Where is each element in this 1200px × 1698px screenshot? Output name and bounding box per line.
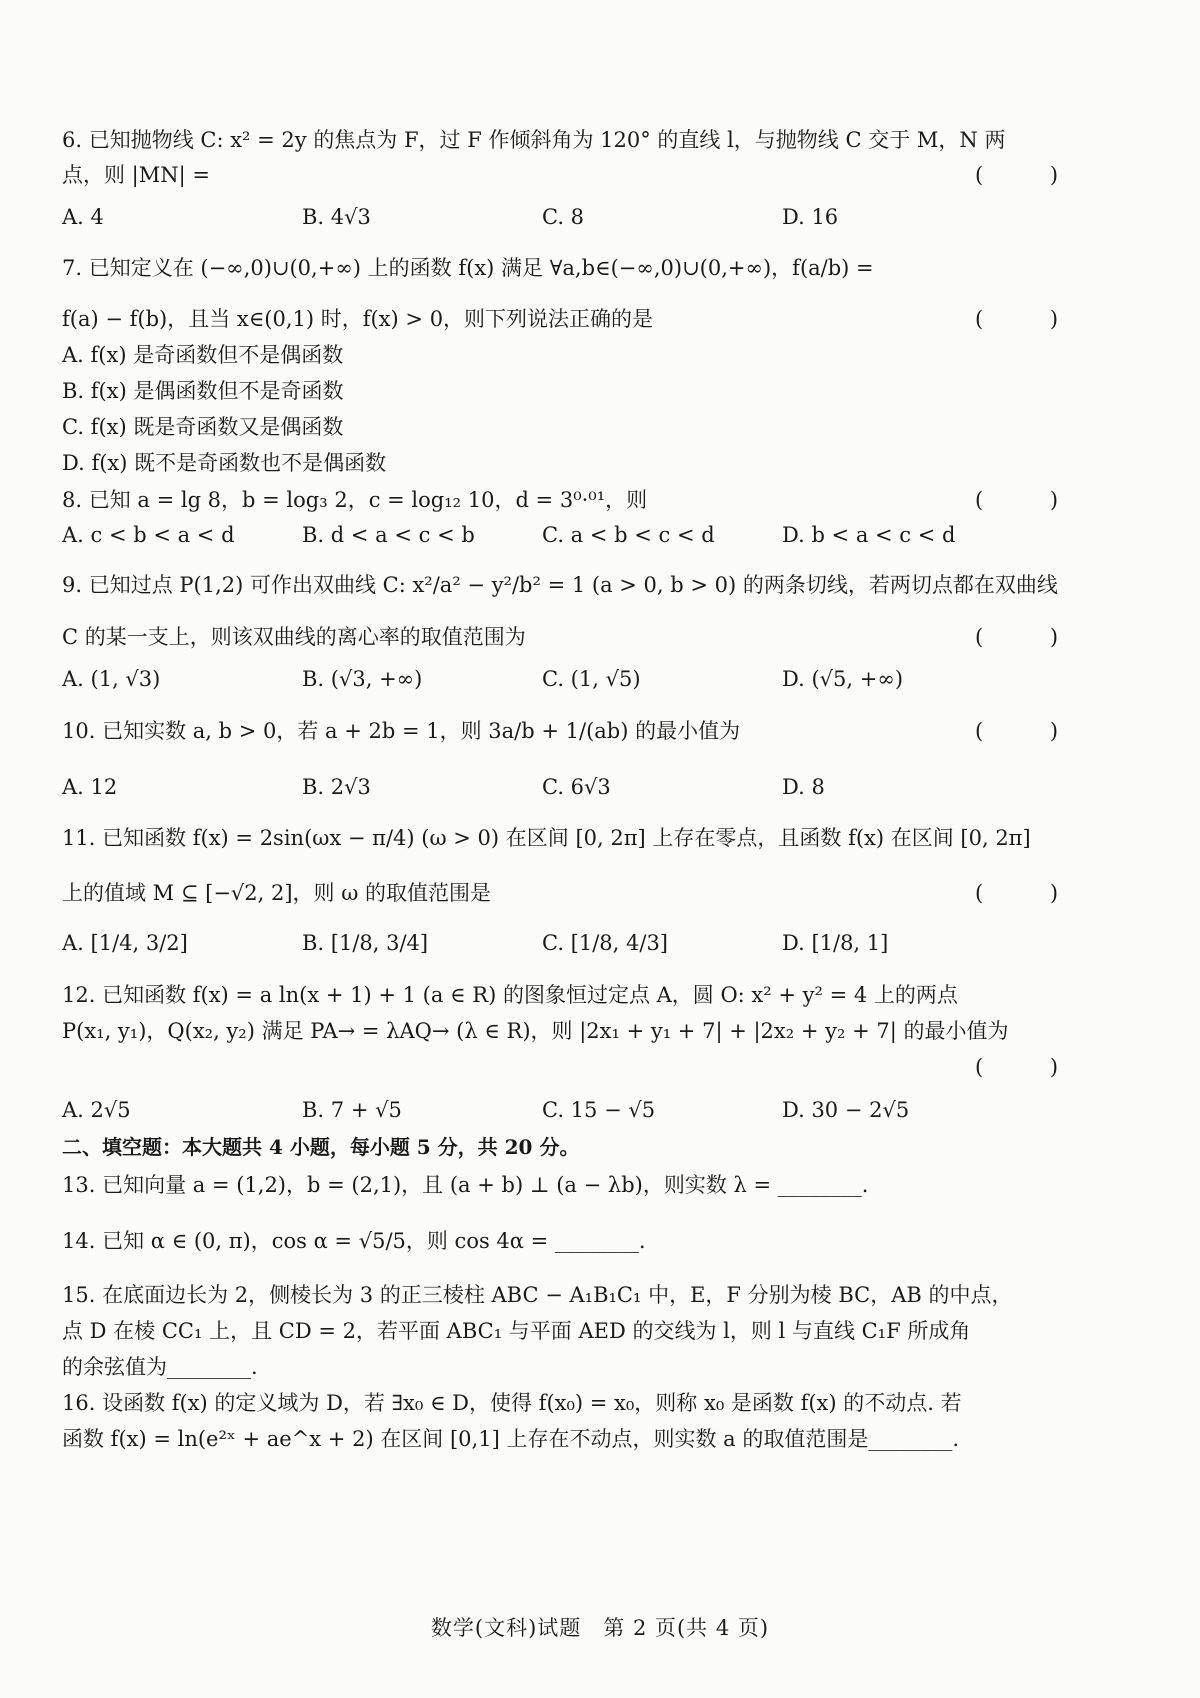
option-b: B. d < a < c < b bbox=[302, 523, 475, 547]
q10-options bbox=[62, 772, 1062, 802]
q11-answer-paren: ( ) bbox=[975, 881, 1089, 905]
option-a: A. 2√5 bbox=[62, 1098, 131, 1122]
option-c: C. 8 bbox=[542, 205, 585, 229]
option-b: B. [1/8, 3/4] bbox=[302, 931, 429, 955]
q6-answer-paren: ( ) bbox=[975, 163, 1089, 187]
q11-line1: 11. 已知函数 f(x) = 2sin(ωx − π/4) (ω > 0) 在区间 [0, 2π] 上存在零点，且函数 f(x) 在区间 [0, 2π] bbox=[62, 826, 1031, 850]
q12-options bbox=[62, 1095, 1062, 1125]
q7-line2: f(a) − f(b)，且当 x∈(0,1) 时，f(x) > 0，则下列说法正确的是 bbox=[62, 307, 654, 331]
q7-option-a: A. f(x) 是奇函数但不是偶函数 bbox=[62, 343, 344, 367]
q16-line2: 函数 f(x) = ln(e²ˣ + ae^x + 2) 在区间 [0,1] 上存在不动点，则实数 a 的取值范围是________. bbox=[62, 1427, 959, 1451]
option-d: D. [1/8, 1] bbox=[782, 931, 889, 955]
option-a: A. 4 bbox=[62, 205, 104, 229]
option-a: A. [1/4, 3/2] bbox=[62, 931, 188, 955]
option-c: C. a < b < c < d bbox=[542, 523, 715, 547]
q15-line2: 点 D 在棱 CC₁ 上，且 CD = 2，若平面 ABC₁ 与平面 AED 的交线为 l，则 l 与直线 C₁F 所成角 bbox=[62, 1319, 971, 1343]
q7-option-c: C. f(x) 既是奇函数又是偶函数 bbox=[62, 415, 344, 439]
q9-options bbox=[62, 664, 1062, 694]
q14-line: 14. 已知 α ∈ (0, π)，cos α = √5/5，则 cos 4α = ________. bbox=[62, 1229, 646, 1253]
q9-answer-paren: ( ) bbox=[975, 625, 1089, 649]
q13-line: 13. 已知向量 a = (1,2)，b = (2,1)，且 (a + b) ⊥ (a − λb)，则实数 λ = ________. bbox=[62, 1173, 869, 1197]
q16-line1: 16. 设函数 f(x) 的定义域为 D，若 ∃x₀ ∈ D，使得 f(x₀) = x₀，则称 x₀ 是函数 f(x) 的不动点. 若 bbox=[62, 1391, 962, 1415]
option-b: B. 4√3 bbox=[302, 205, 371, 229]
option-c: C. 6√3 bbox=[542, 775, 611, 799]
q12-answer-paren: ( ) bbox=[975, 1055, 1089, 1079]
q8-options bbox=[62, 520, 1062, 550]
option-b: B. (√3, +∞) bbox=[302, 667, 423, 691]
option-b: B. 2√3 bbox=[302, 775, 371, 799]
q15-line1: 15. 在底面边长为 2，侧棱长为 3 的正三棱柱 ABC − A₁B₁C₁ 中，E，F 分别为棱 BC，AB 的中点， bbox=[62, 1283, 1013, 1307]
q6-line2: 点，则 |MN| = bbox=[62, 163, 210, 187]
option-a: A. (1, √3) bbox=[62, 667, 161, 691]
q7-answer-paren: ( ) bbox=[975, 307, 1089, 331]
q12-line1: 12. 已知函数 f(x) = a ln(x + 1) + 1 (a ∈ R) 的图象恒过定点 A，圆 O: x² + y² = 4 上的两点 bbox=[62, 983, 958, 1007]
option-a: A. c < b < a < d bbox=[62, 523, 235, 547]
option-d: D. 16 bbox=[782, 205, 839, 229]
q7-option-d: D. f(x) 既不是奇函数也不是偶函数 bbox=[62, 451, 387, 475]
q10-line1: 10. 已知实数 a, b > 0，若 a + 2b = 1，则 3a/b + 1/(ab) 的最小值为 bbox=[62, 719, 741, 743]
option-d: D. (√5, +∞) bbox=[782, 667, 904, 691]
q11-line2: 上的值域 M ⊆ [−√2, 2]，则 ω 的取值范围是 bbox=[62, 881, 492, 905]
section-heading-fill-in: 二、填空题：本大题共 4 小题，每小题 5 分，共 20 分。 bbox=[62, 1135, 580, 1159]
q6-line1: 6. 已知抛物线 C: x² = 2y 的焦点为 F，过 F 作倾斜角为 120° 的直线 l，与抛物线 C 交于 M，N 两 bbox=[62, 128, 1006, 152]
q9-line2: C 的某一支上，则该双曲线的离心率的取值范围为 bbox=[62, 625, 526, 649]
option-a: A. 12 bbox=[62, 775, 118, 799]
option-c: C. (1, √5) bbox=[542, 667, 641, 691]
q6-options bbox=[62, 202, 1062, 232]
q9-line1: 9. 已知过点 P(1,2) 可作出双曲线 C: x²/a² − y²/b² = 1 (a > 0, b > 0) 的两条切线，若两切点都在双曲线 bbox=[62, 573, 1058, 597]
q8-line1: 8. 已知 a = lg 8，b = log₃ 2，c = log₁₂ 10，d = 3⁰·⁰¹，则 bbox=[62, 488, 648, 512]
q15-line3: 的余弦值为________. bbox=[62, 1355, 258, 1379]
option-c: C. 15 − √5 bbox=[542, 1098, 656, 1122]
page-footer: 数学(文科)试题 第 2 页(共 4 页) bbox=[430, 1616, 770, 1640]
option-b: B. 7 + √5 bbox=[302, 1098, 402, 1122]
option-d: D. b < a < c < d bbox=[782, 523, 956, 547]
option-d: D. 8 bbox=[782, 775, 825, 799]
q7-option-b: B. f(x) 是偶函数但不是奇函数 bbox=[62, 379, 344, 403]
q8-answer-paren: ( ) bbox=[975, 488, 1089, 512]
q12-line2: P(x₁, y₁)，Q(x₂, y₂) 满足 PA→ = λAQ→ (λ ∈ R)，则 |2x₁ + y₁ + 7| + |2x₂ + y₂ + 7| 的最小值为 bbox=[62, 1019, 1009, 1043]
q10-answer-paren: ( ) bbox=[975, 719, 1089, 743]
option-c: C. [1/8, 4/3] bbox=[542, 931, 668, 955]
option-d: D. 30 − 2√5 bbox=[782, 1098, 910, 1122]
q7-line1: 7. 已知定义在 (−∞,0)∪(0,+∞) 上的函数 f(x) 满足 ∀a,b∈(−∞,0)∪(0,+∞)，f(a/b) = bbox=[62, 256, 874, 280]
q11-options bbox=[62, 928, 1062, 958]
